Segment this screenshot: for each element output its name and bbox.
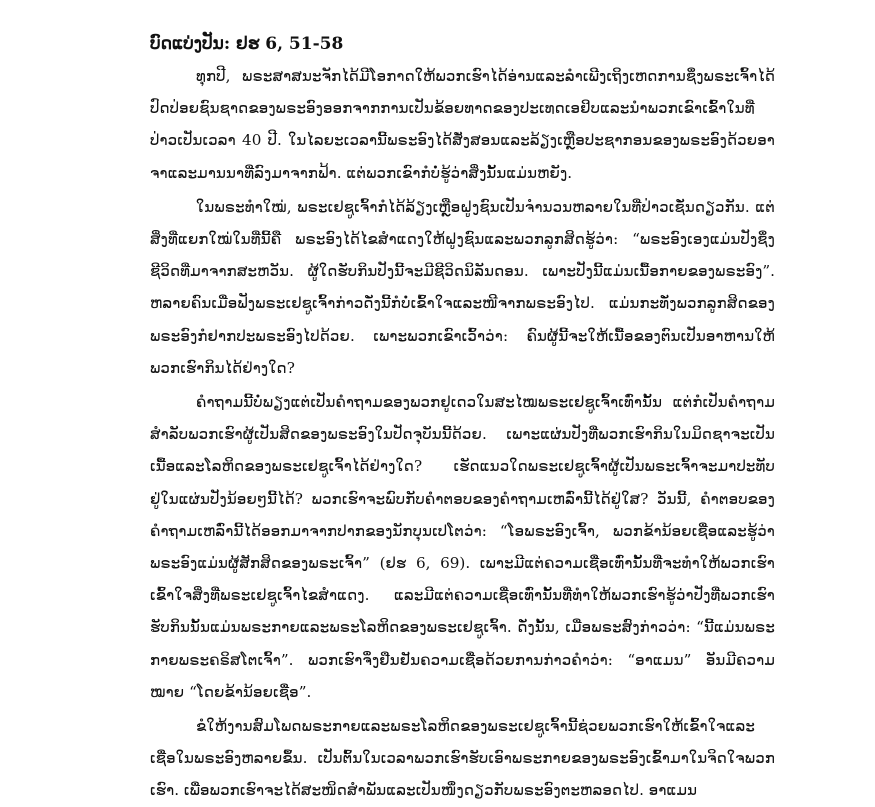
paragraph-3: ຄຳຖາມນີ້ບໍ່ພຽງແຕ່ເປັນຄຳຖາມຂອງພວກຢູເດວໃນສະໄໝພຣະເຢຊູເຈົ້າເທົ່ານັ້ນ ແຕ່ກໍເປັນຄຳຖາມສຳລັບພວກເຮົາຜູ້ເປັນສິດຂອງພຣະອົງໃນປັດຈຸບັນນີ້ດ້ວຍ. ເພາະແຜ່ນປັງທີ່ພວກເຮົາກິນໃນມິດຊາຈະເປັນເນື້ອແລະໂລຫິດຂອງພຣະເຢຊູເຈົ້າໄດ້ຢ່າງໃດ? ເຮັດແນວໃດພຣະເຢຊູເຈົ້າຜູ້ເປັນພຣະເຈົ້າຈະມາປະທັບຢູ່ໃນແຜ່ນປັງນ້ອຍໆນີ້ໄດ້? ພວກເຮົາຈະພົບກັບຄຳຕອບຂອງຄຳຖາມເຫລົ່ານີ້ໄດ້ຢູ່ໃສ? ວັນນີ້, ຄຳຕອບຂອງຄຳຖາມເຫລົ່ານີ້ໄດ້ອອກມາຈາກປາກຂອງນັກບຸນເປໂຕວ່າ: “ໂອພຣະອົງເຈົ້າ, ພວກຂ້ານ້ອຍເຊື່ອແລະຮູ້ວ່າພຣະອົງແມ່ນຜູ້ສັກສິດຂອງພຣະເຈົ້າ” (ຢຮ 6, 69). ເພາະມີແຕ່ຄວາມເຊື່ອເທົ່ານັ້ນທີ່ຈະທຳໃຫ້ພວກເຮົາເຂົ້າໃຈສິ່ງທີ່ພຣະເຢຊູເຈົ້າໄຂສຳແດງ. ແລະມີແຕ່ຄວາມເຊື່ອເທົ່ານັ້ນທີ່ທຳໃຫ້ພວກເຮົາຮູ້ວ່າປັງທີ່ພວກເຮົາຮັບກິນນັ້ນແມ່ນພຣະກາຍແລະພຣະໂລຫິດຂອງພຣະເຢຊູເຈົ້າ. ດັ່ງນັ້ນ, ເມື່ອພຣະສົງກ່າວວ່າ: “ນີ້ແມ່ນພຣະກາຍພຣະຄຣິສໂຕເຈົ້າ”. ພວກເຮົາຈຶ່ງຢືນຢັນຄວາມເຊື່ອດ້ວຍການກ່າວຄຳວ່າ: “ອາແມນ” ອັນມີຄວາມໝາຍ “ໂດຍຂ້ານ້ອຍເຊື່ອ”. <box>150 393 775 701</box>
paragraph-4: ຂໍໃຫ້ງານສົມໂພດພຣະກາຍແລະພຣະໂລຫິດຂອງພຣະເຢຊູເຈົ້ານີ້ຊ່ວຍພວກເຮົາໃຫ້ເຂົ້າໃຈແລະເຊື່ອໃນພຣະອົງຫລາຍຂຶ້ນ. ເປັນຕົ້ນໃນເວລາພວກເຮົາຮັບເອົາພຣະກາຍຂອງພຣະອົງເຂົ້າມາໃນຈິດໃຈພວກເຮົາ. ເພື່ອພວກເຮົາຈະໄດ້ສະໜິດສຳພັນແລະເປັນໜຶ່ງດຽວກັບພຣະອົງຕະຫລອດໄປ. ອາແມນ <box>150 717 775 800</box>
paragraph-1: ທຸກປີ, ພຣະສາສນະຈັກໄດ້ມີໂອກາດໃຫ້ພວກເຮົາໄດ້ອ່ານແລະລຳເພີງເຖິງເຫດການຊຶ່ງພຣະເຈົ້າໄດ້ປົດປ່ອຍຊົນຊາດຂອງພຣະອົງອອກຈາກການເປັນຂ້ອຍທາດຂອງປະເທດເອຢິບແລະນຳພວກເຂົາເຂົ້າໃນທີ່ປ່າວເປັນເວລາ 40 ປີ. ໃນໄລຍະເວລານີ້ພຣະອົງໄດ້ສັ່ງສອນແລະລ້ຽງເຫຼືອປະຊາກອນຂອງພຣະອົງດ້ວຍອາຈາແລະມານນາທີ່ລົງມາຈາກຟ້າ. ແຕ່ພວກເຂົາກໍບໍ່ຮູ້ວ່າສິ່ງນັ້ນແມ່ນຫຍັງ. <box>150 67 775 182</box>
paragraph-2: ໃນພຣະທຳໃໝ່, ພຣະເຢຊູເຈົ້າກໍໄດ້ລ້ຽງເຫຼືອຝູງຊົນເປັນຈຳນວນຫລາຍໃນທີ່ປ່າວເຊັ່ນດຽວກັນ. ແຕ່ສິ່ງທີ່ແຍກໃໝ່ໃນທີ່ນີ້ຄື ພຣະອົງໄດ້ໄຂສຳແດງໃຫ້ຝູງຊົນແລະພວກລູກສິດຮູ້ວ່າ: “ພຣະອົງເອງແມ່ນປັງຊຶ່ງຊີວິດທີ່ມາຈາກສະຫວັນ. ຜູ້ໃດຮັບກິນປັງນີ້ຈະມີຊີວິດນິລັນດອນ. ເພາະປັງນີ້ແມ່ນເນື້ອກາຍຂອງພຣະອົງ”. ຫລາຍຄົນເມື່ອຟັງພຣະເຢຊູເຈົ້າກ່າວດັ່ງນີ້ກໍບໍ່ເຂົ້າໃຈແລະໜີຈາກພຣະອົງໄປ. ແມ່ນກະທັ່ງພວກລູກສິດຂອງພຣະອົງກໍຢາກປະພຣະອົງໄປດ້ວຍ. ເພາະພວກເຂົາເວົ້າວ່າ: ຄົນຜູ້ນີ້ຈະໃຫ້ເນື້ອຂອງຕົນເປັນອາຫານໃຫ້ພວກເຮົາກິນໄດ້ຢ່າງໃດ? <box>150 197 775 377</box>
document-page <box>150 30 775 800</box>
page-heading: ບົດແບ່ງປັນ: ຢຮ 6, 51-58 <box>150 34 344 54</box>
